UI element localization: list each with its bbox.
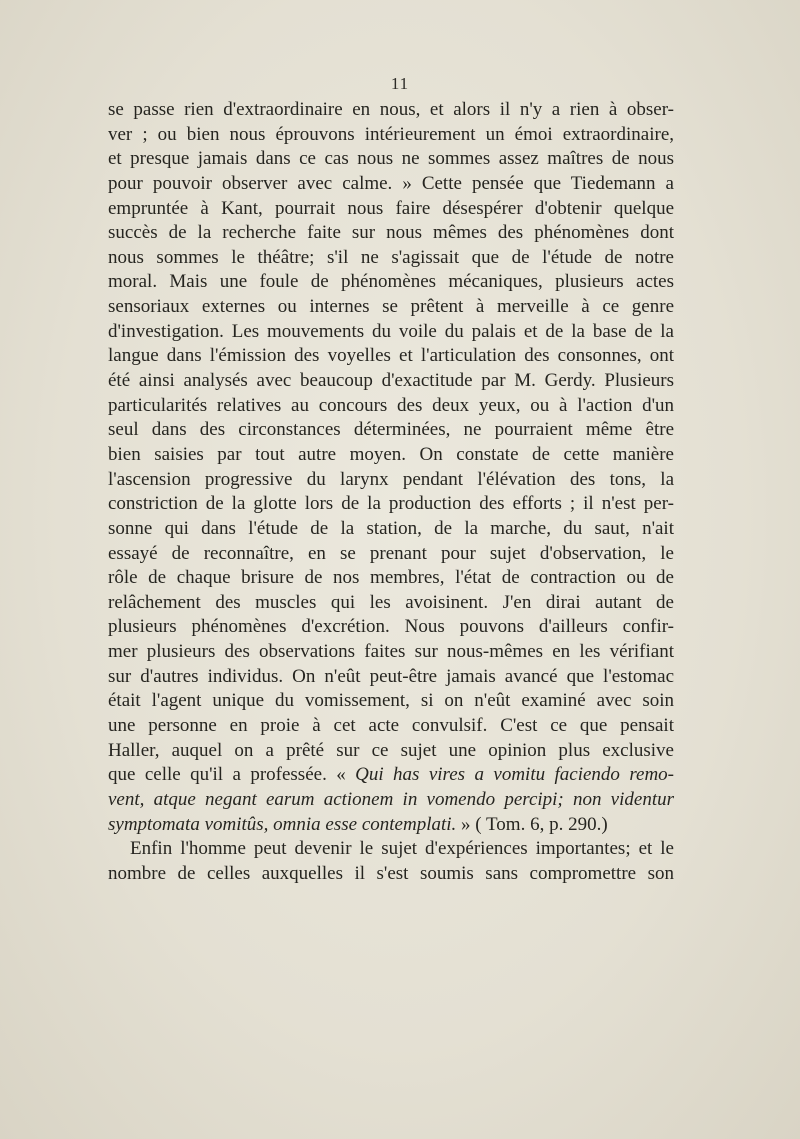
text-line: moral. Mais une foule de phénomènes mécaniques, plusieurs actes <box>108 271 674 293</box>
text-line: plusieurs phénomènes d'excrétion. Nous pouvons d'ailleurs confir- <box>108 616 674 638</box>
latin-quote: vent, atque negant earum actionem in vomendo percipi; non videntur <box>108 788 674 810</box>
text-line: particularités relatives au concours des deux yeux, ou à l'action d'un <box>108 394 674 416</box>
text-line-with-quote <box>108 763 674 788</box>
text-line: relâchement des muscles qui les avoisinent. J'en dirai autant de <box>108 591 674 613</box>
text-line: rôle de chaque brisure de nos membres, l'état de contraction ou de <box>108 567 674 589</box>
text-line: une personne en proie à cet acte convulsif. C'est ce que pensait <box>108 715 674 737</box>
text-segment: que celle qu'il a professée. « <box>108 764 346 786</box>
text-line: était l'agent unique du vomissement, si on n'eût examiné avec soin <box>108 690 674 712</box>
text-line: sensoriaux externes ou internes se prêtent à merveille à ce genre <box>108 296 674 318</box>
text-line: d'investigation. Les mouvements du voile du palais et de la base de la <box>108 320 674 342</box>
text-line: pour pouvoir observer avec calme. » Cette pensée que Tiedemann a <box>108 172 674 194</box>
page-number: 11 <box>390 74 410 93</box>
latin-quote: Qui has vires a vomitu faciendo remo- <box>355 764 674 786</box>
text-line: essayé de reconnaître, en se prenant pour sujet d'observation, le <box>108 542 674 564</box>
text-line: se passe rien d'extraordinaire en nous, et alors il n'y a rien à obser- <box>108 99 674 120</box>
text-line: constriction de la glotte lors de la production des efforts ; il n'est per- <box>108 493 674 515</box>
text-line: et presque jamais dans ce cas nous ne sommes assez maîtres de nous <box>108 148 674 170</box>
text-line: mer plusieurs des observations faites sur nous-mêmes en les vérifiant <box>108 641 674 663</box>
text-line: ver ; ou bien nous éprouvons intérieurement un émoi extraordinaire, <box>108 123 674 145</box>
text-line: été ainsi analysés avec beaucoup d'exactitude par M. Gerdy. Plusieurs <box>108 370 674 392</box>
body-text <box>108 98 674 887</box>
text-line: seul dans des circonstances déterminées, ne pourraient même être <box>108 419 674 441</box>
text-line: nous sommes le théâtre; s'il ne s'agissait que de l'étude de notre <box>108 246 674 268</box>
text-line: bien saisies par tout autre moyen. On constate de cette manière <box>108 443 674 465</box>
text-line: sur d'autres individus. On n'eût peut-être jamais avancé que l'estomac <box>108 665 674 687</box>
text-line: sonne qui dans l'étude de la station, de la marche, du saut, n'ait <box>108 517 674 539</box>
text-line: Haller, auquel on a prêté sur ce sujet une opinion plus exclusive <box>108 739 674 761</box>
text-line: langue dans l'émission des voyelles et l'articulation des consonnes, ont <box>108 345 674 367</box>
text-line: succès de la recherche faite sur nous mêmes des phénomènes dont <box>108 222 674 244</box>
text-line: empruntée à Kant, pourrait nous faire désespérer d'obtenir quelque <box>108 197 674 219</box>
latin-quote: symptomata vomitûs, omnia esse contemplati. <box>108 813 457 835</box>
citation: » ( Tom. 6, p. 290.) <box>456 813 608 835</box>
text-line: nombre de celles auxquelles il s'est soumis sans compromettre son <box>108 862 674 884</box>
text-line: l'ascension progressive du larynx pendant l'élévation des tons, la <box>108 468 674 490</box>
text-line: Enfin l'homme peut devenir le sujet d'expériences importantes; et le <box>130 838 674 860</box>
text-line-quote <box>108 813 674 838</box>
text-line-quote <box>108 788 674 813</box>
